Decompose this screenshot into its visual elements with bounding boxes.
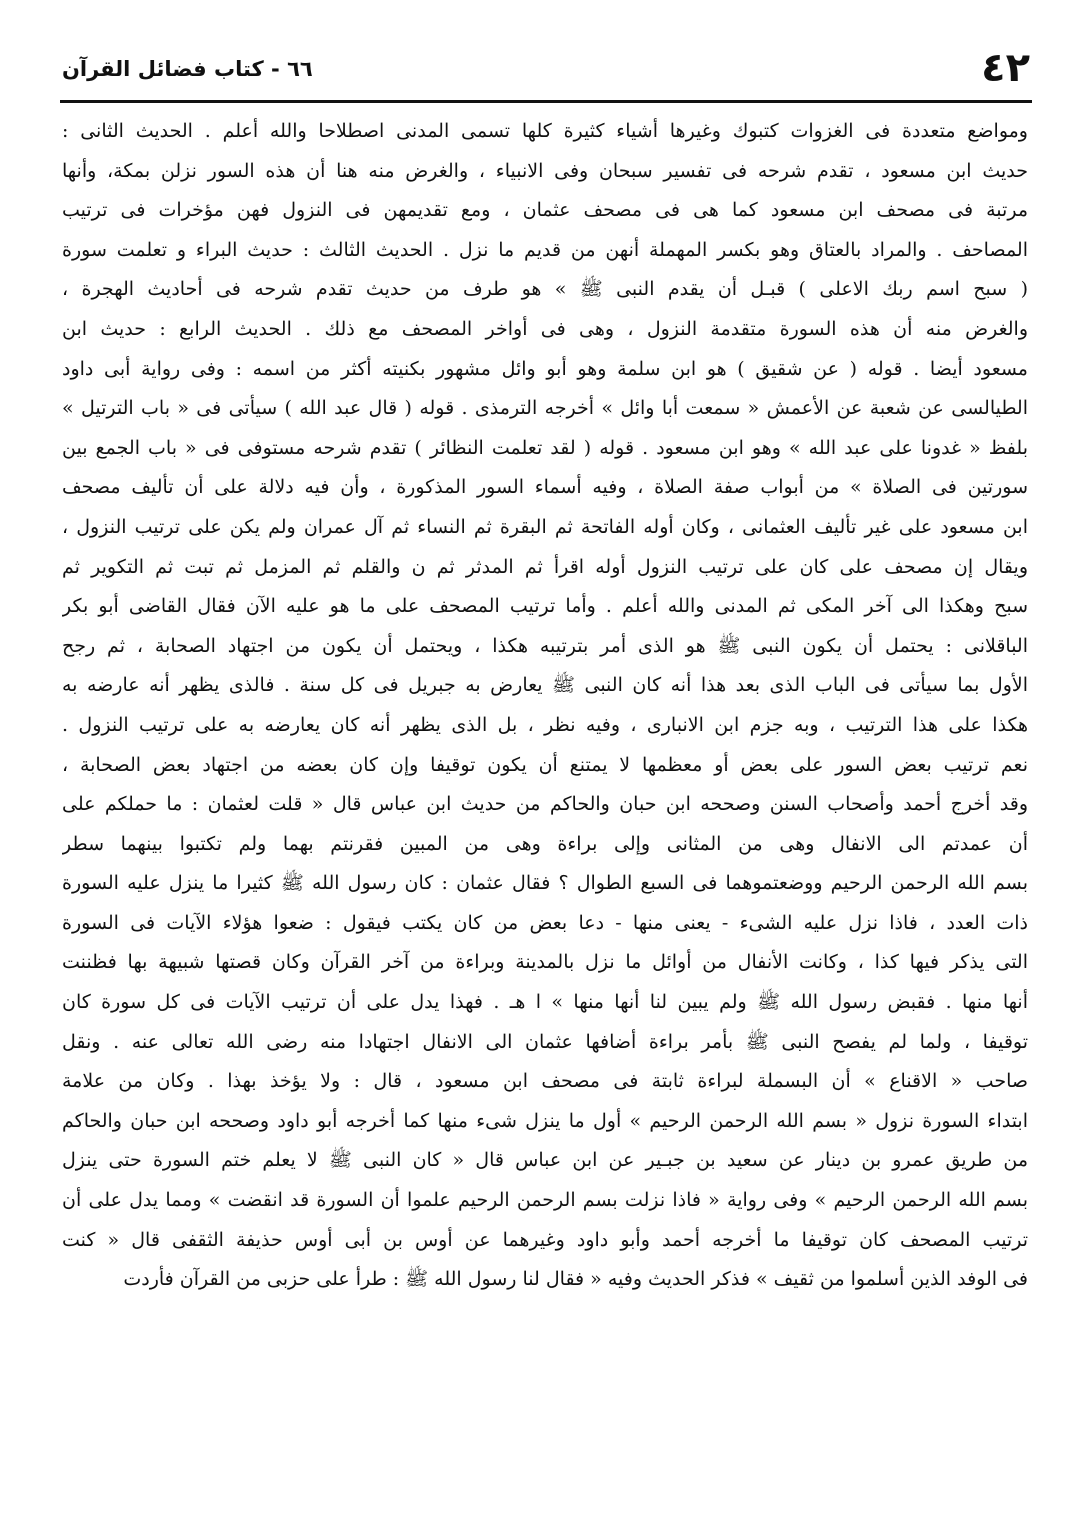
text-line: مسعود أيضا . قوله ( عن شقيق ) هو ابن سلمة وهو أبو وائل مشهور بكنيته أكثر من اسمه : وفى رواية أبى داود	[62, 357, 1028, 380]
text-line: بسم الله الرحمن الرحيم » وفى رواية « فاذا نزلت بسم الرحمن الرحيم علموا أن السورة قد انقضت » ومما يدل على أن	[62, 1189, 1028, 1212]
text-line: والغرض منه أن هذه السورة متقدمة النزول ، وهى فى أواخر المصحف مع ذلك . الحديث الرابع : حديث ابن	[62, 317, 1028, 340]
text-line: الباقلانى : يحتمل أن يكون النبى ﷺ هو الذى أمر بترتيبه هكذا ، ويحتمل أن يكون من اجتهاد الصحابة ، ثم رجح	[62, 634, 1028, 657]
text-line: ابتداء السورة نزول « بسم الله الرحمن الرحيم » أول ما ينزل شىء منها كما أخرجه أبو داود وصححه ابن حبان والحاكم	[62, 1109, 1028, 1132]
text-line: بلفظ « غدونا على عبد الله » وهو ابن مسعود . قوله ( لقد تعلمت النظائر ) تقدم شرحه مستوفى فى « باب الجمع بين	[62, 436, 1028, 459]
text-line: المصاحف . والمراد بالعتاق وهو بكسر المهملة أنهن من قديم ما نزل . الحديث الثالث : حديث البراء و تعلمت سورة	[62, 238, 1028, 261]
text-line: حديث ابن مسعود ، تقدم شرحه فى تفسير سبحان وفى الانبياء ، والغرض منه هنا أن هذه السور نزلن بمكة، وأنها	[62, 159, 1028, 182]
text-line: ومواضع متعددة فى الغزوات كتبوك وغيرها أشياء كثيرة كلها تسمى المدنى اصطلاحا والله أعلم . الحديث الثانى :	[62, 120, 1028, 142]
text-line: بسم الله الرحمن الرحيم ووضعتموهما فى السبع الطوال ؟ فقال عثمان : كان رسول الله ﷺ كثيرا ما ينزل عليه السورة	[62, 872, 1028, 895]
text-line: توقيفا ، ولما لم يفصح النبى ﷺ بأمر براءة أضافها عثمان الى الانفال اجتهادا منه رضى الله تعالى عنه . ونقل	[62, 1030, 1028, 1053]
page-header	[62, 44, 1030, 96]
body-text	[62, 112, 1028, 1300]
text-line: أن عمدتم الى الانفال وهى من المثانى وإلى براءة وهى من المبين فقرنتم بهما ولم تكتبوا بينهما سطر	[62, 832, 1028, 855]
text-line: ابن مسعود على غير تأليف العثمانى ، وكان أوله الفاتحة ثم البقرة ثم النساء ثم آل عمران ولم يكن على ترتيب النزول ،	[62, 515, 1028, 538]
text-line: ذات العدد ، فاذا نزل عليه الشىء - يعنى منها - دعا بعض من كان يكتب فيقول : ضعوا هؤلاء الآيات فى السورة	[62, 911, 1028, 934]
header-rule	[60, 100, 1032, 103]
text-line: أنها منها . فقبض رسول الله ﷺ ولم يبين لنا أنها منها » ا هـ . فهذا يدل على أن ترتيب الآيات فى كل سورة كان	[62, 991, 1028, 1014]
text-line: الأول بما سيأتى فى الباب الذى بعد هذا أنه كان النبى ﷺ يعارض به جبريل فى كل سنة . فالذى يظهر أنه عارضه به	[62, 674, 1028, 697]
text-line: الطيالسى عن شعبة عن الأعمش « سمعت أبا وائل » أخرجه الترمذى . قوله ( قال عبد الله ) سيأتى فى « باب الترتيل »	[62, 397, 1028, 420]
text-line: ترتيب المصحف كان توقيفا ما أخرجه أحمد وأبو داود وغيرهما عن أوس بن أبى أوس حذيفة الثقفى قال « كنت	[62, 1228, 1028, 1251]
running-head: ٦٦ - كتاب فضائل القرآن	[62, 57, 313, 81]
text-line: صاحب « الاقناع » أن البسملة لبراءة ثابتة فى مصحف ابن مسعود ، قال : ولا يؤخذ بهذا . وكان من علامة	[62, 1070, 1028, 1093]
text-line: التى يذكر فيها كذا ، وكانت الأنفال من أوائل ما نزل بالمدينة وبراءة من آخر القرآن وكان قصتها شبيهة بها فظننت	[62, 951, 1028, 974]
text-line: فى الوفد الذين أسلموا من ثقيف » فذكر الحديث وفيه « فقال لنا رسول الله ﷺ : طرأ على حزبى من القرآن فأردت	[123, 1268, 1028, 1291]
text-line: وقد أخرج أحمد وأصحاب السنن وصححه ابن حبان والحاكم من حديث ابن عباس قال « قلت لعثمان : ما حملكم على	[62, 793, 1028, 816]
text-line: من طريق عمرو بن دينار عن سعيد بن جبـير عن ابن عباس قال « كان النبى ﷺ لا يعلم ختم السورة حتى ينزل	[62, 1149, 1028, 1172]
text-line: هكذا على هذا الترتيب ، وبه جزم ابن الانبارى ، وفيه نظر ، بل الذى يظهر أنه كان يعارضه به على ترتيب النزول .	[62, 713, 1028, 736]
text-line: نعم ترتيب بعض السور على بعض أو معظمها لا يمتنع أن يكون توقيفا وإن كان بعضه من اجتهاد بعض الصحابة ،	[62, 753, 1028, 776]
text-line: سبح وهكذا الى آخر المكى ثم المدنى والله أعلم . وأما ترتيب المصحف على ما هو عليه الآن فقال القاضى أبو بكر	[62, 595, 1028, 618]
text-line: ويقال إن مصحف على كان على ترتيب النزول أوله اقرأ ثم المدثر ثم ن والقلم ثم المزمل ثم تبت ثم التكوير ثم	[62, 555, 1028, 578]
text-line: سورتين فى الصلاة » من أبواب صفة الصلاة ، وفيه أسماء السور المذكورة ، وأن فيه دلالة على أن تأليف مصحف	[62, 476, 1028, 499]
page-number: ٤٢	[981, 45, 1030, 91]
text-line: مرتبة فى مصحف ابن مسعود كما هى فى مصحف عثمان ، ومع تقديمهن فى النزول فهن مؤخرات فى ترتيب	[62, 199, 1028, 222]
text-line: ( سبح اسم ربك الاعلى ) قبـل أن يقدم النبى ﷺ » هو طرف من حديث تقدم شرحه فى أحاديث الهجرة ،	[62, 278, 1028, 301]
